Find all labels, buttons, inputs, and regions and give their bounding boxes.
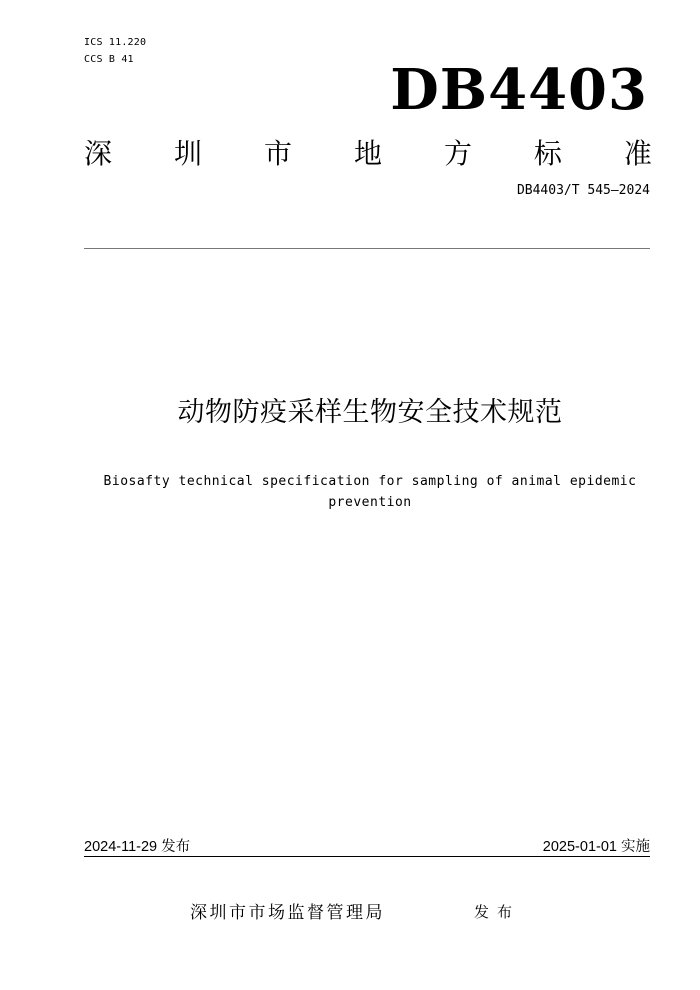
standard-type-char: 标 bbox=[533, 137, 562, 170]
ics-code: ICS 11.220 bbox=[84, 37, 147, 48]
publisher: 深圳市市场监督管理局 bbox=[190, 903, 385, 923]
publish-label: 发布 bbox=[474, 903, 521, 921]
ccs-code: CCS B 41 bbox=[84, 54, 134, 65]
standard-type-char: 深 bbox=[84, 137, 113, 170]
standard-type-char: 圳 bbox=[173, 137, 202, 170]
standard-type-char: 方 bbox=[443, 137, 472, 170]
standard-type-char: 准 bbox=[623, 137, 652, 170]
header-divider bbox=[84, 248, 650, 249]
english-title-line: prevention bbox=[328, 495, 412, 510]
issue-date: 2024-11-29 发布 bbox=[84, 839, 191, 855]
standard-mark: DB4403 bbox=[390, 57, 648, 123]
document-title-english bbox=[96, 471, 644, 513]
english-title-line: Biosafty technical specification for sampling of animal epidemic bbox=[103, 474, 637, 489]
implementation-date: 2025-01-01 实施 bbox=[542, 839, 650, 855]
document-title-chinese: 动物防疫采样生物安全技术规范 bbox=[177, 397, 563, 428]
footer-divider bbox=[84, 856, 650, 857]
standard-type bbox=[84, 136, 652, 172]
standard-type-char: 地 bbox=[353, 137, 382, 170]
standard-number: DB4403/T 545—2024 bbox=[516, 183, 650, 198]
standard-type-char: 市 bbox=[263, 137, 292, 170]
